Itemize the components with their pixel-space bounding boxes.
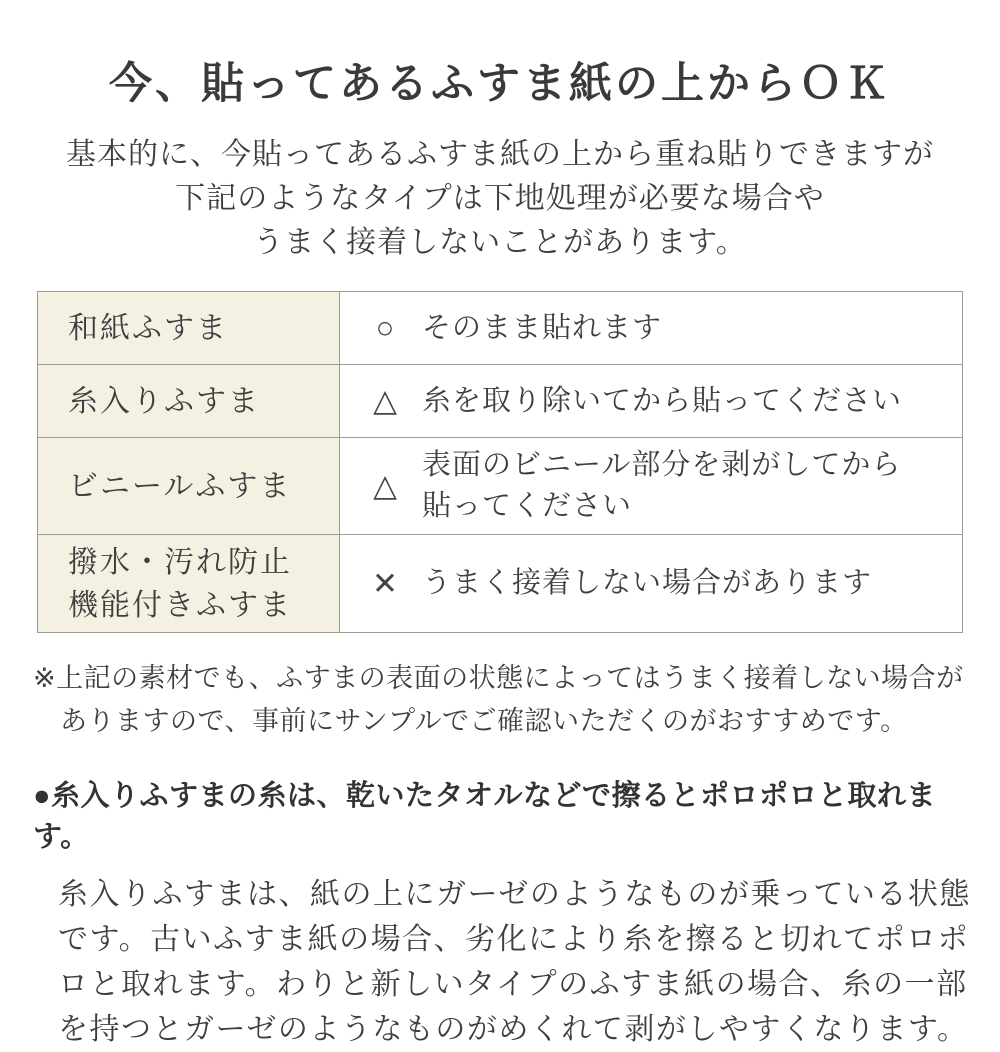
- table-row-itoiri: [38, 365, 962, 438]
- cross-mark-icon: ✕: [372, 565, 398, 601]
- body-line: を持つとガーゼのようなものがめくれて剥がしやすくなります。: [58, 1013, 969, 1046]
- result-cell: [340, 365, 962, 437]
- thread-section-body: [58, 872, 972, 1052]
- result-text: うまく接着しない場合があります: [422, 567, 873, 599]
- page-title: 今、貼ってあるふすま紙の上からＯＫ: [109, 60, 891, 108]
- material-label: 和紙ふすま: [68, 311, 228, 345]
- result-cell: [340, 438, 962, 534]
- result-cell: [340, 292, 962, 364]
- material-label: ビニールふすま: [68, 469, 292, 503]
- body-line: 糸入りふすまは、紙の上にガーゼのようなものが乗っている状態: [58, 878, 971, 911]
- body-line: ロと取れます。わりと新しいタイプのふすま紙の場合、糸の一部: [58, 968, 968, 1001]
- triangle-mark-icon: △: [373, 468, 397, 503]
- material-cell: [38, 535, 340, 632]
- material-label: 機能付きふすま: [68, 588, 292, 622]
- intro-line: うまく接着しないことがあります。: [253, 226, 747, 259]
- circle-mark-icon: ○: [375, 310, 395, 345]
- note-line: ※上記の素材でも、ふすまの表面の状態によってはうまく接着しない場合が: [33, 663, 964, 693]
- triangle-mark-icon: △: [373, 383, 397, 418]
- thread-section-heading: ●糸入りふすまの糸は、乾いたタオルなどで擦るとポロポロと取れます。: [33, 780, 937, 853]
- table-row-washi: [38, 292, 962, 365]
- result-text: 表面のビニール部分を剥がしてから 貼ってください: [422, 449, 902, 522]
- material-label: 撥水・汚れ防止: [68, 545, 292, 579]
- compatibility-table: [37, 291, 963, 633]
- material-cell: [38, 292, 340, 364]
- body-line: です。古いふすま紙の場合、劣化により糸を擦ると切れてポロポ: [58, 923, 970, 956]
- note-line: ありますので、事前にサンプルでご確認いただくのがおすすめです。: [60, 706, 908, 736]
- material-cell: [38, 365, 340, 437]
- result-cell: [340, 535, 962, 632]
- intro-line: 基本的に、今貼ってあるふすま紙の上から重ね貼りできますが: [66, 138, 934, 171]
- result-text: 糸を取り除いてから貼ってください: [422, 384, 903, 417]
- table-row-vinyl: [38, 438, 962, 535]
- result-text: そのまま貼れます: [422, 311, 663, 344]
- table-row-hassui: [38, 535, 962, 632]
- note-paragraph: [33, 657, 972, 743]
- intro-paragraph: [0, 133, 1000, 265]
- material-label: 糸入りふすま: [68, 384, 260, 418]
- material-cell: [38, 438, 340, 534]
- intro-line: 下記のようなタイプは下地処理が必要な場合や: [175, 182, 825, 215]
